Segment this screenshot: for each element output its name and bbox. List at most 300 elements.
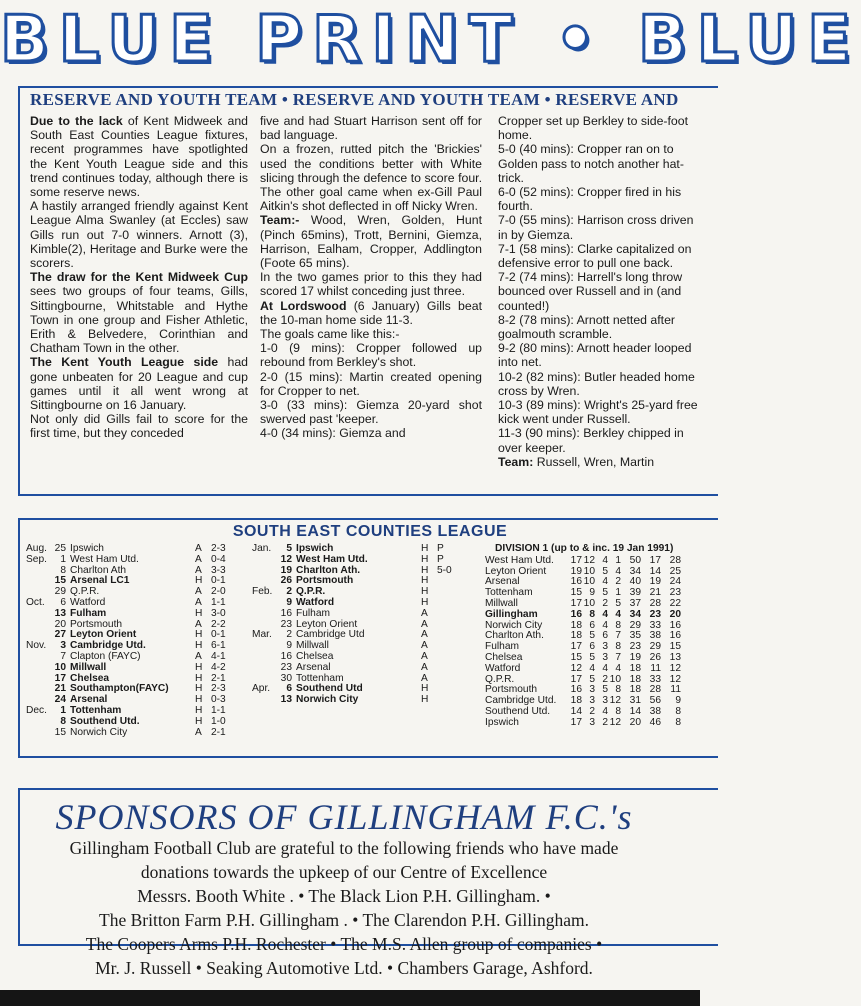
paragraph-text: 9-2 (80 mins): Arnott header looped into net. bbox=[498, 341, 692, 370]
fixture-day: 6 bbox=[60, 596, 66, 608]
table-a: 21 bbox=[649, 587, 661, 599]
fixture-venue: H bbox=[421, 694, 429, 706]
table-f: 29 bbox=[629, 619, 641, 631]
table-l: 7 bbox=[615, 651, 621, 663]
paragraph-lead: Team: bbox=[498, 454, 534, 469]
table-pts: 8 bbox=[675, 705, 681, 717]
table-a: 28 bbox=[649, 597, 661, 609]
paragraph-text: Not only did Gills fail to score for the first time, but they conceded bbox=[30, 412, 248, 441]
report-paragraph bbox=[260, 142, 482, 213]
paragraph-text: 6-0 (52 mins): Cropper fired in his fourth. bbox=[498, 185, 682, 214]
report-paragraph bbox=[260, 327, 482, 341]
fixture-score bbox=[437, 609, 465, 620]
table-team: Ipswich bbox=[485, 716, 519, 728]
table-a: 33 bbox=[649, 619, 661, 631]
table-team: Portsmouth bbox=[485, 684, 538, 696]
paragraph-text: 7-0 (55 mins): Harrison cross driven in by Giemza. bbox=[498, 213, 694, 242]
paragraph-text: 3-0 (33 mins): Giemza 20-yard shot swerved past 'keeper. bbox=[260, 398, 482, 427]
fixture-team: Arsenal bbox=[70, 694, 108, 706]
table-team: Norwich City bbox=[485, 619, 543, 631]
table-l: 1 bbox=[615, 554, 621, 566]
table-a: 38 bbox=[649, 630, 661, 642]
table-d: 3 bbox=[602, 641, 608, 653]
fixture-score bbox=[437, 663, 465, 674]
table-a: 26 bbox=[649, 651, 661, 663]
report-paragraph bbox=[260, 270, 482, 298]
table-pts: 16 bbox=[669, 619, 681, 631]
fixture-score: 0-1 bbox=[211, 629, 226, 641]
fixture-month bbox=[26, 717, 52, 728]
report-paragraph bbox=[260, 426, 482, 440]
fixture-venue: H bbox=[421, 543, 429, 554]
table-f: 18 bbox=[629, 662, 641, 674]
fixture-day: 24 bbox=[54, 694, 66, 706]
table-w: 12 bbox=[583, 554, 595, 566]
table-d: 4 bbox=[602, 576, 608, 588]
fixture-day: 9 bbox=[286, 640, 292, 652]
report-paragraph bbox=[498, 242, 706, 270]
table-f: 20 bbox=[629, 716, 641, 728]
fixture-score: 5-0 bbox=[437, 564, 452, 576]
fixture-score: 1-1 bbox=[211, 596, 226, 608]
paragraph-text: 7-1 (58 mins): Clarke capitalized on defensive error to pull one back. bbox=[498, 241, 692, 271]
table-w: 9 bbox=[589, 587, 595, 599]
fixture-venue: A bbox=[421, 629, 428, 641]
fixture-day: 16 bbox=[280, 650, 292, 662]
table-d: 4 bbox=[602, 619, 608, 631]
fixture-month bbox=[26, 684, 52, 695]
fixture-score bbox=[437, 576, 465, 587]
paragraph-text: 2-0 (15 mins): Martin created opening for Cropper to net. bbox=[260, 369, 482, 398]
table-pts: 24 bbox=[669, 576, 681, 588]
table-l: 12 bbox=[609, 695, 621, 707]
report-paragraph bbox=[498, 270, 706, 313]
table-team: Millwall bbox=[485, 597, 518, 609]
table-a: 33 bbox=[649, 673, 661, 685]
fixture-team: Arsenal LC1 bbox=[70, 575, 130, 587]
sponsors-line: donations towards the upkeep of our Centre of Excellence bbox=[140, 862, 548, 882]
sponsors-box bbox=[18, 788, 718, 978]
fixture-month bbox=[252, 566, 278, 577]
table-pts: 12 bbox=[669, 673, 681, 685]
fixture-day: 20 bbox=[54, 618, 66, 630]
fixture-team: Portsmouth bbox=[70, 618, 123, 630]
table-w: 5 bbox=[589, 630, 595, 642]
fixture-day: 2 bbox=[286, 629, 292, 641]
report-paragraph bbox=[498, 426, 706, 454]
fixture-day: 27 bbox=[54, 629, 66, 641]
fixture-venue: A bbox=[195, 553, 202, 565]
report-column-1 bbox=[30, 114, 248, 441]
table-w: 5 bbox=[589, 673, 595, 685]
fixture-month: Nov. bbox=[26, 640, 47, 652]
table-pts: 22 bbox=[669, 597, 681, 609]
paragraph-text: sees two groups of four teams, Gills, Sittingbourne, Whitstable and Hythe Town in one group and Fisher Athletic, Erith & Belvedere, Corinthian and Chatham Town in the other. bbox=[30, 284, 248, 356]
fixture-team: Fulham bbox=[296, 607, 330, 619]
table-p: 17 bbox=[570, 716, 582, 728]
fixture-day: 16 bbox=[280, 607, 292, 619]
fixture-row bbox=[252, 695, 465, 706]
table-team: Q.P.R. bbox=[485, 673, 515, 685]
fixture-team: Portsmouth bbox=[296, 575, 354, 587]
fixture-team: Southampton(FAYC) bbox=[70, 683, 169, 695]
table-p: 14 bbox=[570, 705, 582, 717]
fixture-day: 26 bbox=[280, 575, 292, 587]
fixture-month bbox=[26, 620, 52, 631]
paragraph-text: 10-3 (89 mins): Wright's 25-yard free kick went under Russell. bbox=[498, 398, 698, 427]
table-d: 5 bbox=[602, 565, 608, 577]
fixture-row bbox=[26, 587, 239, 598]
table-l: 7 bbox=[615, 630, 621, 642]
fixture-venue: A bbox=[421, 618, 428, 630]
table-f: 35 bbox=[629, 630, 641, 642]
fixture-venue: A bbox=[421, 640, 428, 652]
table-a: 23 bbox=[649, 608, 661, 620]
table-w: 10 bbox=[583, 576, 595, 588]
table-f: 19 bbox=[629, 651, 641, 663]
table-row bbox=[485, 610, 725, 621]
fixture-team: Chelsea bbox=[70, 672, 110, 684]
fixture-team: Norwich City bbox=[70, 726, 128, 738]
report-paragraph bbox=[260, 398, 482, 426]
paragraph-text: five and had Stuart Harrison sent off for bad language. bbox=[260, 114, 482, 143]
fixture-row bbox=[26, 555, 239, 566]
fixture-venue: A bbox=[195, 650, 202, 662]
table-a: 29 bbox=[649, 641, 661, 653]
fixture-row bbox=[26, 609, 239, 620]
table-f: 31 bbox=[629, 695, 641, 707]
table-l: 8 bbox=[615, 619, 621, 631]
fixture-venue: H bbox=[421, 586, 429, 598]
fixture-month: Feb. bbox=[252, 586, 273, 598]
fixture-venue: A bbox=[195, 543, 202, 554]
fixture-venue: H bbox=[195, 640, 203, 652]
table-row bbox=[485, 556, 725, 567]
fixture-month bbox=[26, 674, 52, 685]
table-f: 40 bbox=[629, 576, 641, 588]
fixture-score bbox=[437, 652, 465, 663]
fixture-score: 3-3 bbox=[211, 564, 226, 576]
report-paragraph bbox=[498, 142, 706, 185]
table-a: 19 bbox=[649, 576, 661, 588]
table-a: 28 bbox=[649, 684, 661, 696]
fixture-venue: A bbox=[195, 564, 202, 576]
table-pts: 15 bbox=[669, 641, 681, 653]
fixture-team: Southend Utd. bbox=[70, 715, 140, 727]
page-bottom-edge bbox=[0, 990, 700, 1006]
fixture-score: 2-1 bbox=[211, 726, 226, 738]
report-paragraph bbox=[260, 370, 482, 398]
fixture-month bbox=[252, 555, 278, 566]
table-l: 1 bbox=[615, 587, 621, 599]
fixture-row bbox=[26, 695, 239, 706]
table-a: 46 bbox=[649, 716, 661, 728]
table-d: 4 bbox=[602, 662, 608, 674]
report-paragraph bbox=[30, 412, 248, 440]
fixture-score: 0-1 bbox=[211, 575, 226, 587]
report-paragraph bbox=[260, 213, 482, 270]
report-paragraph bbox=[30, 355, 248, 412]
fixture-score bbox=[437, 630, 465, 641]
table-pts: 20 bbox=[669, 608, 681, 620]
fixture-month: Jan. bbox=[252, 543, 272, 554]
table-p: 12 bbox=[570, 662, 582, 674]
fixture-month: Oct. bbox=[26, 596, 45, 608]
table-w: 3 bbox=[589, 684, 595, 696]
table-a: 14 bbox=[649, 565, 661, 577]
paragraph-text: had gone unbeaten for 20 League and cup games until it all went wrong at Sittingbourne on 16 January. bbox=[30, 355, 248, 413]
fixture-row bbox=[252, 576, 465, 587]
fixture-venue: H bbox=[195, 683, 203, 695]
fixture-team: Watford bbox=[296, 596, 335, 608]
paragraph-lead: The draw for the Kent Midweek Cup bbox=[30, 270, 248, 285]
fixtures-list-spring bbox=[252, 544, 465, 706]
fixture-score: 0-3 bbox=[211, 694, 226, 706]
sponsors-title: SPONSORS OF GILLINGHAM F.C.'s bbox=[55, 797, 633, 837]
paragraph-text: A hastily arranged friendly against Kent League Alma Swanley (at Eccles) saw Gills run out 7-0 winners. Arnott (3), Kimble(2), Heritage and Burke were the scorers. bbox=[30, 199, 248, 271]
paragraph-text: of Kent Midweek and South East Counties League fixtures, recent programmes have spotlighted the Kent Youth League side and this trend continues today, although there is some reserve news. bbox=[30, 114, 248, 200]
fixture-day: 15 bbox=[54, 726, 66, 738]
fixture-day: 1 bbox=[60, 553, 66, 565]
fixture-month bbox=[252, 663, 278, 674]
fixture-venue: H bbox=[421, 596, 429, 608]
fixture-team: Fulham bbox=[70, 607, 107, 619]
report-paragraph bbox=[30, 114, 248, 199]
paragraph-text: 7-2 (74 mins): Harrell's long throw bounced over Russell and in (and counted!) bbox=[498, 270, 683, 313]
table-d: 5 bbox=[602, 587, 608, 599]
table-f: 23 bbox=[629, 641, 641, 653]
fixture-team: Charlton Ath bbox=[70, 564, 127, 576]
fixture-day: 13 bbox=[54, 607, 66, 619]
fixture-venue: A bbox=[195, 596, 202, 608]
table-p: 18 bbox=[570, 630, 582, 642]
fixture-day: 23 bbox=[280, 618, 292, 630]
report-paragraph bbox=[498, 114, 706, 142]
fixture-month bbox=[26, 576, 52, 587]
table-w: 5 bbox=[589, 651, 595, 663]
table-d: 6 bbox=[602, 630, 608, 642]
table-p: 15 bbox=[570, 651, 582, 663]
table-d: 4 bbox=[602, 554, 608, 566]
sponsors-line: Gillingham Football Club are grateful to the following friends who have made bbox=[69, 838, 619, 858]
fixture-month bbox=[252, 641, 278, 652]
fixture-score: 1-1 bbox=[211, 704, 226, 716]
fixture-venue: H bbox=[195, 575, 203, 587]
fixture-score bbox=[437, 674, 465, 685]
fixture-row bbox=[252, 609, 465, 620]
fixture-score bbox=[437, 620, 465, 631]
fixture-day: 29 bbox=[54, 586, 66, 598]
fixture-month bbox=[26, 728, 52, 739]
fixture-venue: H bbox=[195, 629, 203, 641]
fixture-row bbox=[252, 587, 465, 598]
fixture-team: Ipswich bbox=[70, 543, 104, 554]
fixture-venue: A bbox=[421, 607, 428, 619]
table-a: 56 bbox=[649, 695, 661, 707]
fixture-score: P bbox=[437, 543, 444, 554]
table-w: 10 bbox=[583, 597, 595, 609]
table-l: 4 bbox=[615, 565, 621, 577]
table-l: 12 bbox=[609, 716, 621, 728]
fixture-day: 2 bbox=[286, 586, 292, 598]
table-p: 18 bbox=[570, 695, 582, 707]
report-column-2 bbox=[260, 114, 482, 441]
fixture-month bbox=[252, 598, 278, 609]
table-p: 17 bbox=[570, 554, 582, 566]
fixture-team: Q.P.R. bbox=[70, 586, 100, 598]
paragraph-text: Cropper set up Berkley to side-foot home. bbox=[498, 114, 689, 143]
table-f: 14 bbox=[629, 705, 641, 717]
report-paragraph bbox=[260, 341, 482, 369]
table-p: 17 bbox=[570, 641, 582, 653]
fixture-day: 1 bbox=[60, 704, 66, 716]
fixture-team: Norwich City bbox=[296, 694, 359, 706]
table-l: 8 bbox=[615, 684, 621, 696]
table-team: Watford bbox=[485, 662, 521, 674]
fixture-team: Tottenham bbox=[296, 672, 344, 684]
fixture-venue: H bbox=[195, 661, 203, 673]
fixture-score: 2-3 bbox=[211, 543, 226, 554]
fixture-row bbox=[252, 630, 465, 641]
fixture-venue: H bbox=[195, 715, 203, 727]
fixture-venue: H bbox=[421, 564, 429, 576]
table-p: 16 bbox=[570, 608, 582, 620]
report-heading: RESERVE AND YOUTH TEAM • RESERVE AND YOUTH TEAM • RESERVE AND bbox=[30, 90, 679, 109]
fixture-day: 10 bbox=[54, 661, 66, 673]
fixture-team: West Ham Utd. bbox=[296, 553, 368, 565]
report-paragraph bbox=[260, 114, 482, 142]
fixture-score bbox=[437, 587, 465, 598]
paragraph-lead: Team:- bbox=[260, 213, 300, 228]
table-f: 34 bbox=[629, 565, 641, 577]
report-column-3 bbox=[498, 114, 706, 469]
sponsors-line: Messrs. Booth White . • The Black Lion P.H. Gillingham. • bbox=[137, 886, 551, 906]
fixture-score: 2-2 bbox=[211, 618, 226, 630]
table-team: Charlton Ath. bbox=[485, 630, 544, 642]
table-f: 39 bbox=[629, 587, 641, 599]
fixture-month bbox=[252, 652, 278, 663]
report-paragraph bbox=[498, 398, 706, 426]
table-p: 16 bbox=[570, 576, 582, 588]
fixture-day: 17 bbox=[54, 672, 66, 684]
fixture-day: 25 bbox=[54, 543, 66, 554]
fixture-row bbox=[252, 555, 465, 566]
paragraph-lead: Due to the lack bbox=[30, 114, 123, 128]
table-pts: 8 bbox=[675, 716, 681, 728]
paragraph-text: In the two games prior to this they had scored 17 whilst conceding just three. bbox=[260, 270, 482, 299]
table-pts: 28 bbox=[669, 554, 681, 566]
table-l: 2 bbox=[615, 576, 621, 588]
division-table-title: DIVISION 1 (up to & inc. 19 Jan 1991) bbox=[495, 543, 674, 554]
table-w: 6 bbox=[589, 619, 595, 631]
table-f: 50 bbox=[629, 554, 641, 566]
fixture-day: 21 bbox=[54, 683, 66, 695]
fixture-venue: A bbox=[195, 586, 202, 598]
table-pts: 16 bbox=[669, 630, 681, 642]
table-team: Arsenal bbox=[485, 576, 520, 588]
table-w: 2 bbox=[589, 705, 595, 717]
table-w: 3 bbox=[589, 716, 595, 728]
table-p: 17 bbox=[570, 673, 582, 685]
table-l: 5 bbox=[615, 597, 621, 609]
paragraph-text: 5-0 (40 mins): Cropper ran on to Golden pass to notch another hat-trick. bbox=[498, 142, 684, 185]
fixture-venue: A bbox=[195, 618, 202, 630]
fixture-score: 3-0 bbox=[211, 607, 226, 619]
table-pts: 25 bbox=[669, 565, 681, 577]
table-p: 19 bbox=[570, 565, 582, 577]
report-paragraph bbox=[498, 370, 706, 398]
table-pts: 23 bbox=[669, 587, 681, 599]
fixture-team: Leyton Orient bbox=[296, 618, 358, 630]
fixture-month bbox=[26, 663, 52, 674]
fixture-day: 30 bbox=[280, 672, 292, 684]
fixture-team: Arsenal bbox=[296, 661, 331, 673]
fixture-day: 13 bbox=[280, 694, 292, 706]
table-team: Leyton Orient bbox=[485, 565, 547, 577]
table-row bbox=[485, 664, 725, 675]
fixture-day: 8 bbox=[60, 715, 66, 727]
blue-print-banner: BLUE PRINT • BLUE bbox=[0, 3, 861, 77]
fixture-day: 15 bbox=[54, 575, 66, 587]
table-l: 8 bbox=[615, 705, 621, 717]
fixture-row bbox=[26, 717, 239, 728]
fixture-venue: H bbox=[195, 607, 203, 619]
fixture-team: Tottenham bbox=[70, 704, 122, 716]
fixture-score: P bbox=[437, 553, 444, 565]
fixture-venue: A bbox=[421, 650, 428, 662]
fixture-score: 0-4 bbox=[211, 553, 226, 565]
table-l: 4 bbox=[615, 662, 621, 674]
fixture-month: Apr. bbox=[252, 683, 271, 695]
paragraph-text: 8-2 (78 mins): Arnott netted after goalmouth scramble. bbox=[498, 312, 676, 342]
fixture-score bbox=[437, 684, 465, 695]
table-pts: 11 bbox=[670, 684, 681, 696]
table-d: 2 bbox=[602, 716, 608, 728]
fixture-day: 3 bbox=[60, 640, 66, 652]
fixture-venue: A bbox=[195, 726, 202, 738]
fixture-month: Sep. bbox=[26, 553, 47, 565]
fixture-day: 12 bbox=[280, 553, 292, 565]
fixture-team: Chelsea bbox=[296, 650, 334, 662]
table-team: Chelsea bbox=[485, 651, 523, 663]
paragraph-text: Russell, Wren, Martin bbox=[533, 454, 655, 469]
paragraph-text: 4-0 (34 mins): Giemza and bbox=[260, 426, 406, 441]
fixture-month bbox=[26, 609, 52, 620]
table-l: 10 bbox=[609, 673, 621, 685]
table-team: Gillingham bbox=[485, 608, 538, 620]
table-d: 2 bbox=[602, 597, 608, 609]
league-title: SOUTH EAST COUNTIES LEAGUE bbox=[232, 523, 508, 540]
table-w: 8 bbox=[589, 608, 595, 620]
table-team: Tottenham bbox=[485, 587, 533, 599]
fixture-team: Charlton Ath. bbox=[296, 564, 361, 576]
fixture-team: Millwall bbox=[70, 661, 107, 673]
table-d: 4 bbox=[602, 608, 608, 620]
table-p: 17 bbox=[570, 597, 582, 609]
report-paragraph bbox=[498, 455, 706, 469]
report-paragraph bbox=[260, 299, 482, 327]
fixture-team: Southend Utd bbox=[296, 683, 363, 695]
table-l: 8 bbox=[615, 641, 621, 653]
table-w: 10 bbox=[583, 565, 595, 577]
south-east-counties-league bbox=[18, 518, 718, 758]
table-d: 5 bbox=[602, 684, 608, 696]
fixture-venue: H bbox=[195, 672, 203, 684]
fixture-score: 4-1 bbox=[211, 650, 226, 662]
fixture-score: 2-1 bbox=[211, 672, 226, 684]
fixture-team: Q.P.R. bbox=[296, 586, 326, 598]
fixture-team: West Ham Utd. bbox=[70, 553, 139, 565]
